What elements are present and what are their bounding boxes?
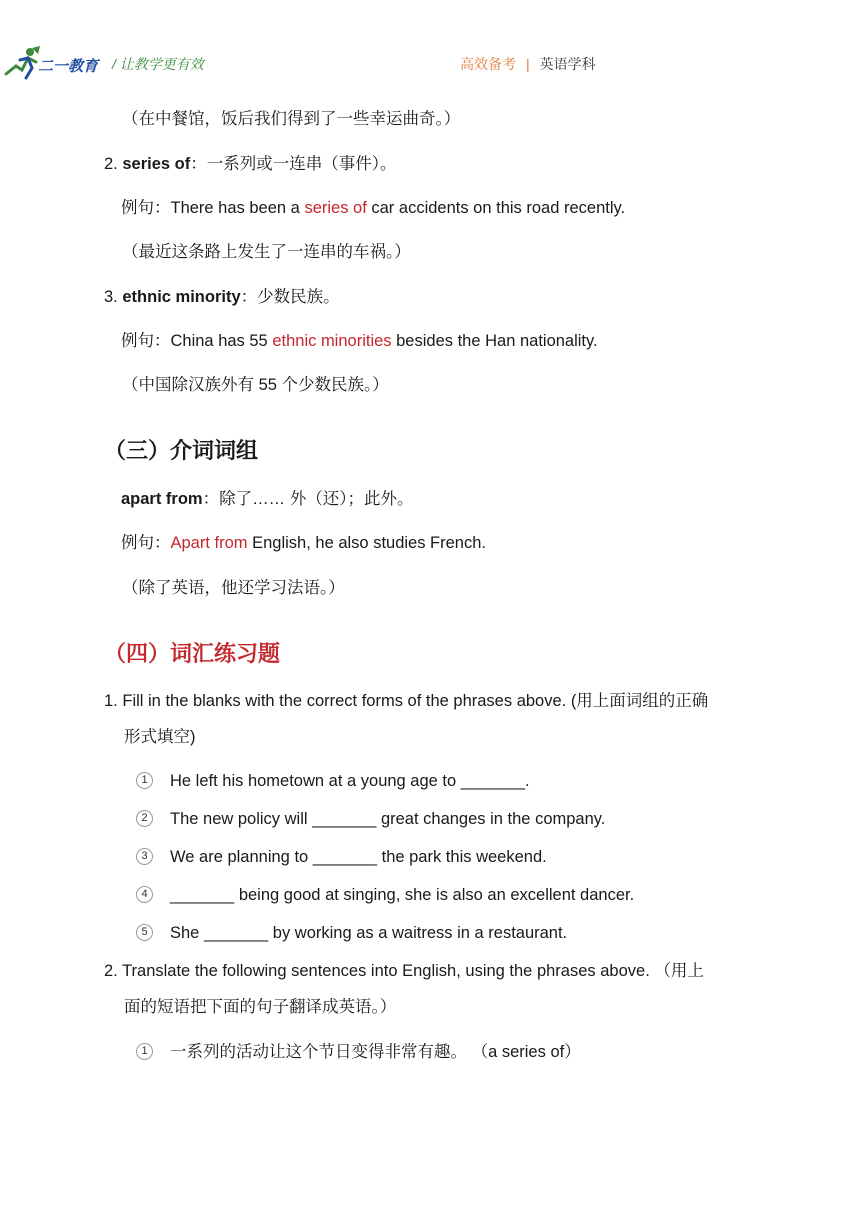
header-slogan: / 让教学更有效 — [112, 56, 204, 72]
example-text: besides the Han nationality. — [391, 332, 598, 350]
tag-subject: 英语学科 — [539, 56, 596, 72]
item-definition: ：一系列或一连串（事件）。 — [190, 155, 397, 173]
example-highlight: ethnic minorities — [272, 332, 392, 350]
exercise-item: He left his hometown at a young age to _______. — [170, 772, 530, 790]
page-header — [0, 0, 860, 110]
exercise-number-badge: 5 — [136, 924, 153, 941]
exercise-item: She _______ by working as a waitress in a restaurant. — [170, 924, 568, 942]
item-phrase: series of — [122, 155, 191, 173]
logo-text: 二一教育 — [38, 57, 99, 75]
question-1-cont: 形式填空) — [124, 728, 196, 746]
question-number: 2. — [104, 962, 118, 980]
item-phrase: apart from — [121, 490, 203, 508]
question-text: Translate the following sentences into English, using the phrases above. （用上 — [122, 962, 704, 980]
section-title-vocab-exercises: （四）词汇练习题 — [104, 641, 281, 666]
exercise-item: The new policy will _______ great changes in the company. — [170, 810, 606, 828]
example-sentence — [121, 331, 598, 351]
exercise-number-badge: 2 — [136, 810, 153, 827]
example-highlight: Apart from — [170, 534, 248, 552]
item-definition: ：少数民族。 — [240, 288, 340, 306]
vocab-item-ethnic-minority — [104, 287, 340, 307]
question-number: 1. — [104, 692, 118, 710]
exercise-item: 一系列的活动让这个节日变得非常有趣。 （a series of） — [170, 1043, 581, 1061]
item-number: 3. — [104, 288, 118, 306]
item-definition: ：除了…… 外（还）；此外。 — [202, 490, 414, 508]
example-text: car accidents on this road recently. — [366, 199, 626, 217]
example-text: 例句：There has been a — [121, 199, 305, 217]
section-title-prepositional-phrases: （三）介词词组 — [104, 438, 259, 463]
question-1 — [104, 691, 708, 711]
question-2-cont: 面的短语把下面的句子翻译成英语。） — [124, 998, 397, 1016]
exercise-number-badge: 3 — [136, 848, 153, 865]
example-sentence — [121, 533, 486, 553]
exercise-item: We are planning to _______ the park this weekend. — [170, 848, 547, 866]
translation-line: （在中餐馆，饭后我们得到了一些幸运曲奇。） — [122, 110, 461, 128]
translation-line: （除了英语，他还学习法语。） — [122, 579, 345, 597]
exercise-number-badge: 4 — [136, 886, 153, 903]
item-number: 2. — [104, 155, 118, 173]
tag-separator: | — [526, 56, 530, 72]
translation-line: （中国除汉族外有 55 个少数民族。） — [122, 376, 389, 394]
exercise-number-badge: 1 — [136, 772, 153, 789]
example-sentence — [121, 198, 625, 218]
example-text: 例句：China has 55 — [121, 332, 273, 350]
vocab-item-series-of — [104, 154, 396, 174]
header-tags — [460, 54, 596, 74]
tag-exam-prep: 高效备考 — [460, 56, 516, 72]
example-highlight: series of — [304, 199, 367, 217]
exercise-number-badge: 1 — [136, 1043, 153, 1060]
question-text: Fill in the blanks with the correct forms of the phrases above. (用上面词组的正确 — [122, 692, 709, 710]
translation-line: （最近这条路上发生了一连串的车祸。） — [122, 243, 411, 261]
vocab-item-apart-from — [121, 489, 413, 509]
example-text: 例句： — [121, 534, 171, 552]
example-text: English, he also studies French. — [247, 534, 486, 552]
exercise-item: _______ being good at singing, she is also an excellent dancer. — [170, 886, 635, 904]
item-phrase: ethnic minority — [122, 288, 241, 306]
question-2 — [104, 961, 704, 981]
